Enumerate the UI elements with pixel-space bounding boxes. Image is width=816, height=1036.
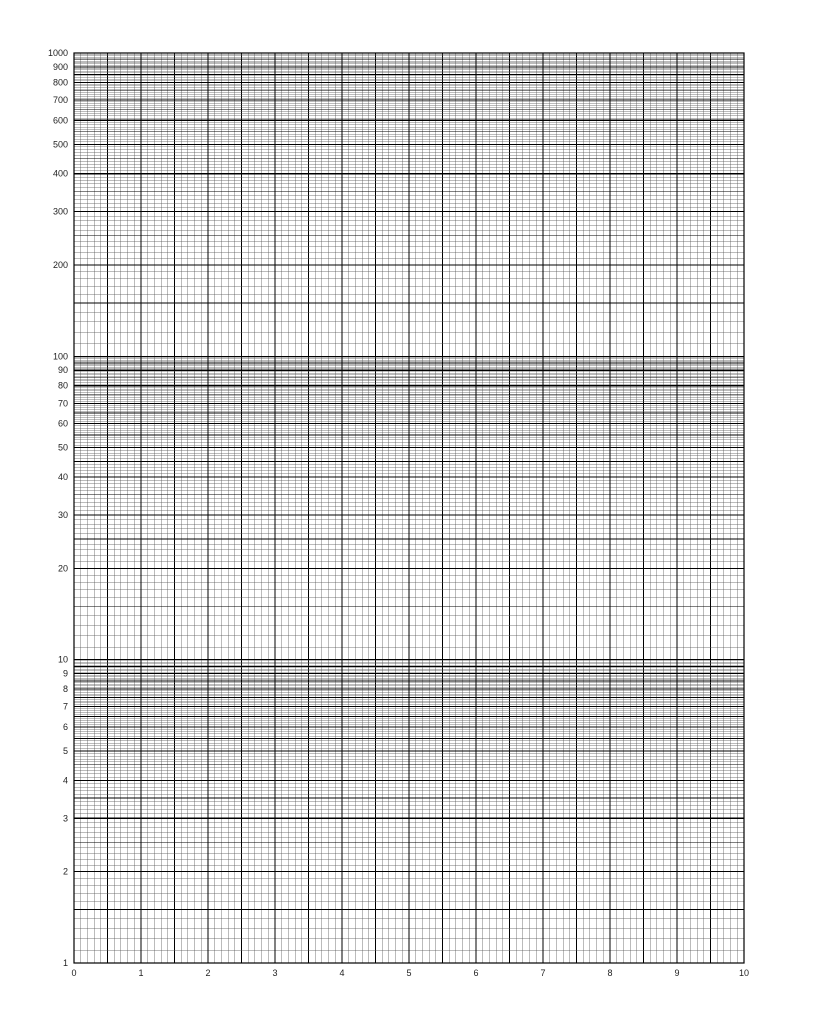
x-tick-label: 7	[540, 968, 546, 978]
y-tick-label: 6	[62, 721, 68, 732]
y-tick-label: 100	[52, 351, 68, 362]
y-tick-label: 8	[62, 684, 68, 695]
y-tick-label: 9	[62, 668, 68, 679]
x-tick-label: 2	[205, 968, 211, 978]
y-tick-label: 7	[62, 701, 68, 712]
y-tick-label: 80	[57, 380, 68, 391]
y-tick-label: 70	[57, 398, 68, 409]
x-tick-label: 0	[71, 968, 77, 978]
x-axis-tick-labels	[71, 968, 749, 978]
y-tick-label: 400	[52, 168, 68, 179]
y-tick-label: 200	[52, 260, 68, 271]
y-tick-label: 60	[57, 418, 68, 429]
y-axis-tick-labels	[48, 48, 68, 968]
y-tick-label: 90	[57, 365, 68, 376]
x-tick-label: 3	[272, 968, 278, 978]
y-tick-label: 600	[52, 115, 68, 126]
y-tick-label: 50	[57, 442, 68, 453]
x-tick-label: 6	[473, 968, 479, 978]
y-tick-label: 5	[62, 745, 68, 756]
y-tick-label: 4	[62, 775, 68, 786]
y-tick-label: 20	[57, 563, 68, 574]
x-tick-label: 5	[406, 968, 412, 978]
y-tick-label: 1	[62, 958, 68, 968]
x-tick-label: 1	[138, 968, 144, 978]
y-tick-label: 1000	[47, 48, 68, 58]
x-tick-label: 9	[674, 968, 680, 978]
y-tick-label: 900	[52, 61, 68, 72]
y-tick-label: 2	[62, 866, 68, 877]
y-tick-label: 500	[52, 139, 68, 150]
y-tick-label: 10	[57, 654, 68, 665]
y-tick-label: 40	[57, 472, 68, 483]
y-tick-label: 30	[57, 509, 68, 520]
y-tick-label: 800	[52, 77, 68, 88]
x-tick-label: 10	[738, 968, 750, 978]
x-tick-label: 8	[607, 968, 613, 978]
y-tick-label: 700	[52, 94, 68, 105]
y-tick-label: 3	[62, 813, 68, 824]
x-tick-label: 4	[339, 968, 345, 978]
y-tick-label: 300	[52, 206, 68, 217]
